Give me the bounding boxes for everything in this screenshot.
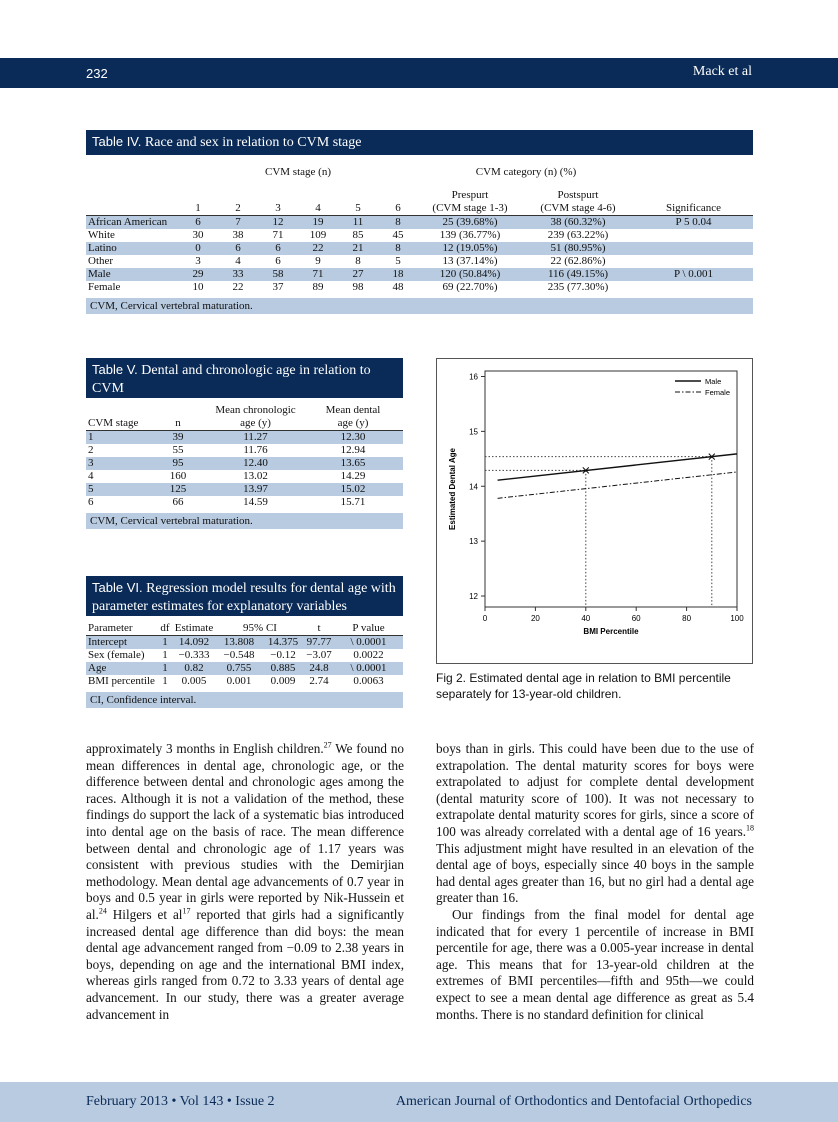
table-cell: 0 (178, 242, 218, 255)
table-cell: 14.375 (262, 636, 304, 650)
table-cell: 3 (86, 457, 148, 470)
table-cell: 0.005 (181, 675, 207, 687)
y-tick-label: 13 (469, 537, 478, 547)
table-cell: 21 (338, 242, 378, 255)
table-cell: 12.30 (303, 431, 403, 445)
body-paragraph (436, 907, 754, 1023)
table-cell: 8 (378, 216, 418, 230)
table-cell: 235 (77.30%) (547, 281, 609, 293)
table-vi-title (86, 576, 403, 616)
citation-ref: 17 (182, 906, 191, 916)
body-text: Hilgers et al (106, 906, 183, 922)
table-iv-title (86, 130, 753, 155)
table-cell (634, 255, 753, 268)
table-cell: 66 (172, 496, 184, 508)
table-cell: Intercept (86, 636, 158, 650)
table-cell: 39 (148, 431, 208, 445)
table-cell: 24.8 (304, 662, 334, 675)
table-vi-grid (86, 622, 403, 688)
table-label: Table VI. (92, 580, 143, 595)
table-row (86, 216, 753, 230)
table-cell: 6 (258, 242, 298, 255)
table-cell: 14.092 (172, 636, 216, 650)
table-cell: 12 (19.05%) (418, 242, 522, 255)
body-paragraph (86, 741, 404, 1023)
table-v-title (86, 358, 403, 398)
table-cell: 15.02 (303, 483, 403, 496)
table-cell: 11.27 (208, 431, 303, 445)
header-p: P value (334, 622, 403, 636)
table-cell: 4 (235, 255, 241, 267)
group-header-stage: CVM stage (n) (265, 166, 331, 178)
table-cell: 27 (338, 268, 378, 281)
table-cell: 14.29 (340, 470, 366, 482)
table-row (86, 457, 403, 470)
page-number: 232 (86, 66, 108, 81)
table-cell: 38 (60.32%) (522, 216, 634, 230)
table-cell: 139 (36.77%) (439, 229, 501, 241)
header-chrono: Mean chronologic (215, 404, 296, 416)
table-cell: 6 (218, 242, 258, 255)
table-cell: 1 (158, 636, 172, 650)
header-stage: 6 (378, 202, 418, 216)
y-axis-label: Estimated Dental Age (448, 448, 457, 530)
table-cell: 9 (315, 255, 321, 267)
table-cell: 0.0022 (353, 649, 384, 661)
table-cell: 0.0063 (353, 675, 384, 687)
table-cell: 0.82 (172, 662, 216, 675)
table-cell: 0.001 (226, 675, 252, 687)
series-line-male (498, 454, 737, 480)
table-row (86, 255, 753, 268)
table-cell: 71 (298, 268, 338, 281)
table-cell: 11 (338, 216, 378, 230)
header-t: t (304, 622, 334, 636)
footer-issue: February 2013 • Vol 143 • Issue 2 (86, 1094, 275, 1109)
figure-2 (436, 358, 753, 664)
x-tick-label: 40 (581, 614, 591, 623)
table-cell: 2 (88, 444, 94, 456)
row-label: Male (86, 268, 178, 281)
table-cell: 125 (148, 483, 208, 496)
table-label: Table IV. (92, 134, 142, 149)
table-cell: 12.94 (340, 444, 366, 456)
table-cell: Sex (female) (88, 649, 145, 661)
y-tick-label: 14 (469, 482, 478, 492)
x-tick-label: 20 (530, 614, 540, 623)
header-estimate: Estimate (172, 622, 216, 636)
table-cell: 85 (352, 229, 364, 241)
header-ci: 95% CI (216, 622, 304, 636)
table-cell: 33 (218, 268, 258, 281)
table-cell: 4 (88, 470, 94, 482)
table-cell: 55 (172, 444, 184, 456)
table-row (86, 268, 753, 281)
x-tick-label: 0 (482, 614, 488, 623)
page-footer (0, 1082, 838, 1122)
x-tick-label: 60 (631, 614, 641, 623)
table-cell: 58 (258, 268, 298, 281)
header-postspurt: Postspurt (557, 189, 599, 201)
table-v (86, 358, 403, 529)
table-row (86, 431, 403, 445)
table-cell: 13.65 (303, 457, 403, 470)
body-column-left (86, 741, 404, 1023)
table-cell: 38 (232, 229, 244, 241)
header-dental: Mean dental (325, 404, 381, 416)
body-text: boys than in girls. This could have been due to the use of extrapolation. The dental maturity scores for boys were extrapolated to adjust for complete dental development (dental maturity score of 100). It was not necessary to extrapolate dental maturity scores for girls, since a score of 100 was already correlated with a dental age of 16 years. (436, 741, 754, 839)
table-row (86, 636, 403, 650)
row-label: African American (86, 216, 178, 230)
header-chrono-unit: age (y) (208, 417, 303, 431)
table-cell: 29 (178, 268, 218, 281)
table-cell: 13.808 (216, 636, 262, 650)
table-row (86, 229, 753, 242)
table-cell: −0.12 (270, 649, 296, 661)
header-prespurt-sub: (CVM stage 1-3) (418, 202, 522, 216)
dental-age-chart (437, 359, 752, 663)
table-row (86, 470, 403, 483)
table-cell: \ 0.0001 (334, 662, 403, 675)
citation-ref: 27 (323, 740, 332, 750)
table-cell: 2.74 (309, 675, 329, 687)
table-cell: 51 (80.95%) (522, 242, 634, 255)
body-text: approximately 3 months in English children. (86, 741, 324, 756)
legend-label: Female (705, 388, 731, 397)
table-cell: Age (86, 662, 158, 675)
table-cell: 0.755 (216, 662, 262, 675)
x-tick-label: 100 (730, 614, 744, 623)
body-paragraph (436, 741, 754, 907)
table-cell: 8 (355, 255, 361, 267)
table-title-text: Race and sex in relation to CVM stage (144, 135, 362, 150)
x-tick-label: 80 (682, 614, 692, 623)
table-iv-footnote: CVM, Cervical vertebral maturation. (86, 298, 753, 314)
table-cell: 48 (392, 281, 404, 293)
row-label: Latino (86, 242, 178, 255)
figure-caption (436, 670, 756, 702)
table-cell: 71 (272, 229, 284, 241)
table-cell: 98 (352, 281, 364, 293)
table-cell: 45 (392, 229, 404, 241)
table-row (86, 444, 403, 457)
page-header (0, 58, 838, 88)
table-row (86, 649, 403, 662)
table-cell: 95 (148, 457, 208, 470)
x-axis-label: BMI Percentile (583, 627, 639, 636)
table-cell: 1 (162, 675, 168, 687)
table-cell: 6 (178, 216, 218, 230)
group-header-category: CVM category (n) (%) (475, 166, 577, 178)
y-tick-label: 12 (469, 592, 478, 602)
header-stage: 2 (218, 202, 258, 216)
header-df: df (158, 622, 172, 636)
legend-label: Male (705, 377, 722, 386)
table-cell: 37 (272, 281, 284, 293)
table-row (86, 662, 403, 675)
table-row (86, 496, 403, 509)
table-v-grid (86, 404, 403, 509)
table-cell: 13 (37.14%) (442, 255, 498, 267)
table-cell: 7 (218, 216, 258, 230)
table-cell: P \ 0.001 (634, 268, 753, 281)
header-stage: 1 (178, 202, 218, 216)
table-cell: 1 (86, 431, 148, 445)
table-title-text: Regression model results for dental age with parameter estimates for explanatory variables (92, 581, 396, 614)
table-cell: 12 (258, 216, 298, 230)
y-tick-label: 15 (469, 427, 478, 437)
body-text: Our findings from the final model for dental age indicated that for every 1 percentile of increase in BMI percentile for age, there was a 0.005-year increase in dental age. This means that for 13-year-old children at the extremes of BMI percentiles—fifth and 95th—we could expect to see a mean dental age difference as great as 5.4 months. There is no standard definition for clinical (436, 906, 754, 1022)
running-authors: Mack et al (692, 64, 752, 79)
table-cell: BMI percentile (88, 675, 155, 687)
body-text: We found no mean differences in dental age, chronologic age, or the difference between dental and chronologic ages among the races. Although it is not a validation of the method, these findings do support the lack of a systematic bias introduced into dental age on the basis of race. The mean difference between dental and chronologic age of 1.17 years was consistent with previous studies with the Demirjian methodology. Mean dental age advancements of 0.7 year in boys and 0.5 year in girls were reported by Nik-Hussein et al. (86, 741, 404, 922)
table-cell: 19 (298, 216, 338, 230)
table-cell: P 5 0.04 (634, 216, 753, 230)
row-label: Female (88, 281, 121, 293)
table-v-footnote: CVM, Cervical vertebral maturation. (86, 513, 403, 529)
table-cell: 30 (192, 229, 204, 241)
row-label: White (88, 229, 115, 241)
table-cell (634, 229, 753, 242)
header-dental-unit: age (y) (303, 417, 403, 431)
table-cell: 13.02 (243, 470, 268, 482)
header-postspurt-sub: (CVM stage 4-6) (522, 202, 634, 216)
header-prespurt: Prespurt (451, 189, 489, 201)
table-vi (86, 576, 403, 708)
citation-ref: 24 (98, 906, 107, 916)
header-n: n (148, 417, 208, 431)
table-cell: 22 (62.86%) (550, 255, 606, 267)
table-vi-footnote: CI, Confidence interval. (86, 692, 403, 708)
table-label: Table V. (92, 362, 138, 377)
table-cell: 12.40 (208, 457, 303, 470)
table-cell: 109 (309, 229, 327, 241)
table-cell: −0.548 (223, 649, 255, 661)
table-row (86, 281, 753, 294)
table-cell (634, 281, 753, 294)
table-cell: 239 (63.22%) (547, 229, 609, 241)
table-cell: 120 (50.84%) (418, 268, 522, 281)
table-title-text: Dental and chronologic age in relation to CVM (92, 363, 371, 396)
table-cell: 15.71 (340, 496, 366, 508)
figure-label: Fig 2. (436, 671, 467, 685)
table-iv-grid (86, 163, 753, 294)
table-cell: 10 (192, 281, 204, 293)
table-cell: 1 (162, 649, 168, 661)
footer-journal: American Journal of Orthodontics and Dentofacial Orthopedics (395, 1094, 752, 1109)
table-cell: 5 (395, 255, 401, 267)
table-cell: \ 0.0001 (334, 636, 403, 650)
table-row (86, 242, 753, 255)
table-cell: 14.59 (243, 496, 268, 508)
table-cell (634, 242, 753, 255)
y-tick-label: 16 (469, 372, 478, 382)
table-cell: 3 (195, 255, 201, 267)
table-cell: 8 (378, 242, 418, 255)
table-row (86, 675, 403, 688)
table-row (86, 483, 403, 496)
header-stage: 5 (338, 202, 378, 216)
table-cell: 69 (22.70%) (442, 281, 498, 293)
figure-caption-text: Estimated dental age in relation to BMI percentile separately for 13-year-old children. (436, 671, 731, 701)
body-text: reported that girls had a significantly increased dental age difference than did boys: the mean dental age advancement ranged from −0.09 to 2.38 years in boys, depending on age and the international BMI index, whereas girls ranged from 0.72 to 3.33 years of dental age advancement. In our study, there was a greater average advancement in (86, 906, 404, 1022)
header-cvm-stage: CVM stage (86, 417, 148, 431)
table-cell: 0.885 (262, 662, 304, 675)
table-cell: 13.97 (208, 483, 303, 496)
body-column-right (436, 741, 754, 1023)
header-stage: 3 (258, 202, 298, 216)
header-significance: Significance (634, 202, 753, 216)
table-cell: 6 (275, 255, 281, 267)
citation-ref: 18 (746, 823, 754, 833)
table-cell: 97.77 (304, 636, 334, 650)
row-label: Other (88, 255, 114, 267)
table-cell: 160 (169, 470, 187, 482)
table-cell: 22 (232, 281, 244, 293)
header-stage: 4 (298, 202, 338, 216)
table-cell: −0.333 (178, 649, 210, 661)
table-cell: 1 (158, 662, 172, 675)
table-cell: 5 (86, 483, 148, 496)
header-parameter: Parameter (86, 622, 158, 636)
plot-frame (485, 371, 737, 607)
table-cell: 11.76 (243, 444, 268, 456)
table-cell: 6 (88, 496, 94, 508)
table-cell: 22 (298, 242, 338, 255)
table-cell: 89 (312, 281, 324, 293)
table-cell: 0.009 (270, 675, 296, 687)
table-cell: 25 (39.68%) (418, 216, 522, 230)
table-iv (86, 130, 753, 314)
body-text: This adjustment might have resulted in an elevation of the dental age of boys, especially since 40 boys in the sample had dental ages greater than 16, but no girl had a dental age greater than 16. (436, 840, 754, 906)
table-cell: −3.07 (306, 649, 332, 661)
table-cell: 116 (49.15%) (522, 268, 634, 281)
table-cell: 18 (378, 268, 418, 281)
